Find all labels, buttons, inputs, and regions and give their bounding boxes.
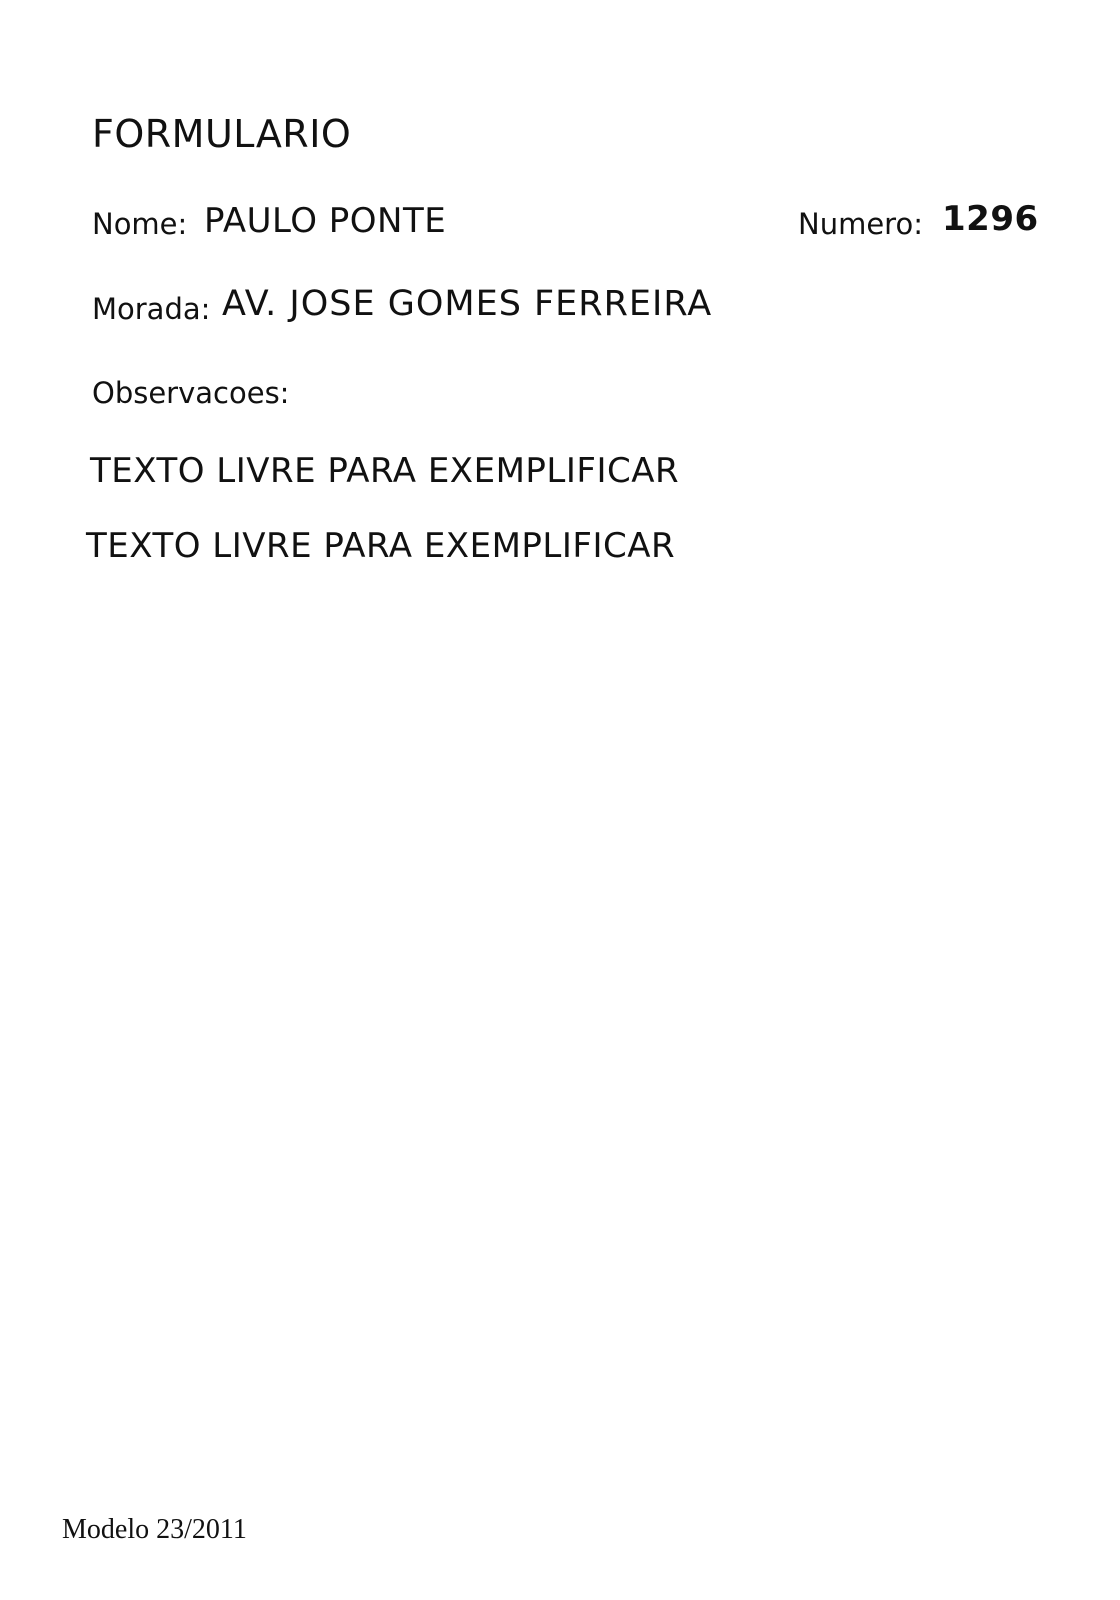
nome-label: Nome: <box>92 207 188 241</box>
nome-value: PAULO PONTE <box>204 201 447 241</box>
morada-value: AV. JOSE GOMES FERREIRA <box>222 284 713 324</box>
model-number: Modelo 23/2011 <box>62 1514 247 1545</box>
page-title: FORMULARIO <box>92 112 352 156</box>
observacoes-line: TEXTO LIVRE PARA EXEMPLIFICAR <box>86 526 676 566</box>
numero-label: Numero: <box>798 207 923 241</box>
observacoes-line: TEXTO LIVRE PARA EXEMPLIFICAR <box>90 451 680 491</box>
morada-label: Morada: <box>92 292 211 326</box>
numero-value: 1296 <box>942 199 1039 239</box>
observacoes-label: Observacoes: <box>92 376 290 410</box>
